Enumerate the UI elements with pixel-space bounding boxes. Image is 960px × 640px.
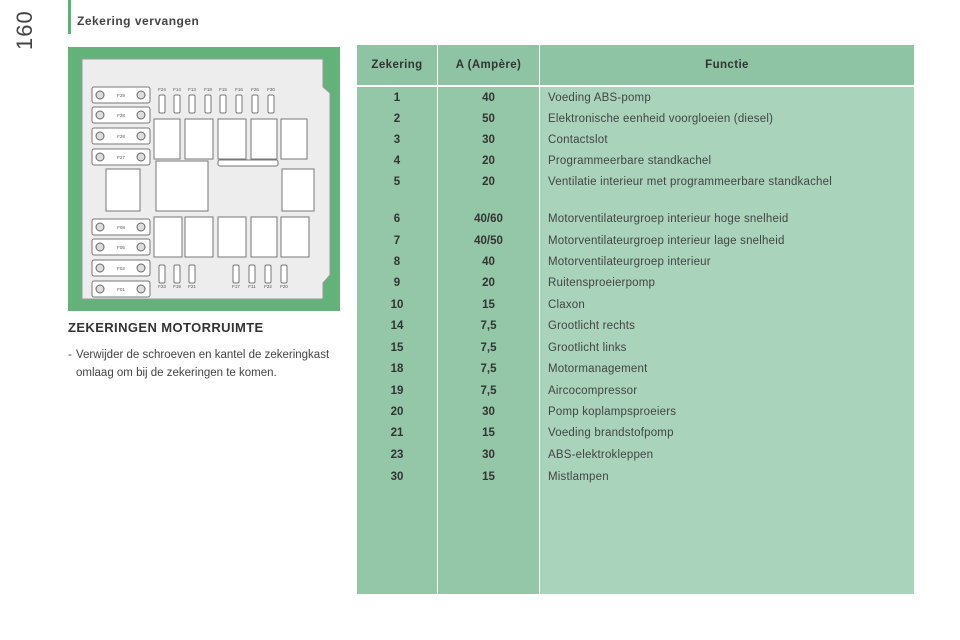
table-row bbox=[357, 109, 914, 129]
table-row bbox=[357, 467, 914, 487]
relay bbox=[185, 119, 213, 159]
fuse-label: F08 bbox=[117, 225, 125, 230]
screw-icon bbox=[96, 111, 104, 119]
fuse-label: F28 bbox=[117, 113, 125, 118]
fuse-number: 6 bbox=[393, 213, 401, 225]
fuse-number: 20 bbox=[390, 406, 404, 418]
fuse-amperage: 30 bbox=[482, 406, 495, 418]
fuse-label: F20 bbox=[280, 284, 288, 289]
screw-icon bbox=[96, 264, 104, 272]
fuse-amperage: 20 bbox=[482, 176, 495, 188]
fuse-label: F28 bbox=[117, 134, 125, 139]
fuse-amperage: 7,5 bbox=[480, 363, 497, 375]
header-amp: A (Ampère) bbox=[455, 59, 522, 71]
fuse-number: 21 bbox=[390, 427, 404, 439]
fuse-label: F16 bbox=[235, 87, 243, 92]
fuse-amperage: 50 bbox=[482, 113, 495, 125]
table-row bbox=[357, 445, 914, 465]
screw-icon bbox=[137, 91, 145, 99]
table-row bbox=[357, 359, 914, 379]
fuse-function: Elektronische eenheid voorgloeien (diesel) bbox=[548, 113, 774, 125]
table-row bbox=[357, 231, 914, 251]
list-dash: - bbox=[68, 349, 72, 361]
relay bbox=[156, 161, 208, 211]
screw-icon bbox=[96, 153, 104, 161]
relay bbox=[218, 217, 246, 257]
fuse-amperage: 15 bbox=[482, 299, 495, 311]
fuse-label: F26 bbox=[251, 87, 259, 92]
table-row bbox=[357, 273, 914, 293]
table-row bbox=[357, 402, 914, 422]
relay bbox=[154, 119, 180, 159]
fuse-number: 23 bbox=[390, 449, 404, 461]
instruction-text: Verwijder de schroeven en kantel de zekeringkast omlaag om bij de zekeringen te komen. bbox=[76, 349, 330, 379]
fuse-label: F22 bbox=[264, 284, 272, 289]
fuse-number: 18 bbox=[390, 363, 404, 375]
fuse-amperage: 40 bbox=[482, 256, 495, 268]
fuse-label: F29 bbox=[117, 93, 125, 98]
fuse-amperage: 40/50 bbox=[474, 235, 503, 247]
fuse-function: Voeding brandstofpomp bbox=[548, 427, 674, 439]
mini-fuse bbox=[189, 265, 195, 283]
mini-fuse bbox=[159, 265, 165, 283]
fuse-number: 14 bbox=[390, 320, 404, 332]
fuse-number: 10 bbox=[390, 299, 404, 311]
table-row bbox=[357, 316, 914, 336]
fuse-number: 5 bbox=[393, 176, 401, 188]
screw-icon bbox=[137, 111, 145, 119]
fuse-number: 30 bbox=[390, 471, 404, 483]
screw-icon bbox=[96, 91, 104, 99]
table-row bbox=[357, 209, 914, 229]
header-fuse: Zekering bbox=[371, 59, 423, 71]
relay bbox=[106, 169, 140, 211]
mini-fuse bbox=[220, 95, 226, 113]
screw-icon bbox=[96, 223, 104, 231]
fuse-label: F15 bbox=[219, 87, 227, 92]
fuse-function: Motorventilateurgroep interieur lage snelheid bbox=[548, 235, 785, 247]
relay bbox=[185, 217, 213, 257]
mini-fuse bbox=[281, 265, 287, 283]
fuse-function: ABS-elektrokleppen bbox=[548, 449, 654, 461]
fuse-amperage: 7,5 bbox=[480, 342, 497, 354]
mini-fuse bbox=[236, 95, 242, 113]
fuse-function: Contactslot bbox=[548, 134, 608, 146]
fuse-amperage: 20 bbox=[482, 277, 495, 289]
fuse-function: Grootlicht rechts bbox=[548, 320, 636, 332]
fuse-label: F17 bbox=[232, 284, 240, 289]
mini-fuse bbox=[205, 95, 211, 113]
fuse-number: 9 bbox=[393, 277, 401, 289]
relay bbox=[251, 217, 277, 257]
mini-fuse bbox=[249, 265, 255, 283]
fuse-amperage: 40/60 bbox=[474, 213, 503, 225]
screw-icon bbox=[96, 132, 104, 140]
screw-icon bbox=[137, 132, 145, 140]
screw-icon bbox=[137, 153, 145, 161]
table-row bbox=[357, 423, 914, 443]
mini-fuse bbox=[265, 265, 271, 283]
table-row bbox=[357, 381, 914, 401]
relay bbox=[281, 217, 309, 257]
fuse-function: Programmeerbare standkachel bbox=[548, 155, 712, 167]
fuse-function: Pomp koplampsproeiers bbox=[548, 406, 677, 418]
fuse-function: Mistlampen bbox=[548, 471, 609, 483]
table-row bbox=[357, 338, 914, 358]
fuse-amperage: 15 bbox=[482, 427, 495, 439]
screw-icon bbox=[96, 243, 104, 251]
fuse-number: 2 bbox=[393, 113, 401, 125]
section-heading: ZEKERINGEN MOTORRUIMTE bbox=[68, 320, 264, 335]
fuse-label: F21 bbox=[188, 284, 196, 289]
table-row bbox=[357, 295, 914, 315]
fuse-number: 3 bbox=[393, 134, 401, 146]
fuse-label: F30 bbox=[267, 87, 275, 92]
section-title: Zekering vervangen bbox=[77, 14, 200, 28]
fuse-function: Ventilatie interieur met programmeerbare standkachel bbox=[548, 176, 832, 188]
mini-fuse bbox=[189, 95, 195, 113]
table-row bbox=[357, 252, 914, 272]
table-row bbox=[357, 130, 914, 150]
fuse-label: F01 bbox=[117, 287, 125, 292]
fuse-amperage: 30 bbox=[482, 134, 495, 146]
fuse-amperage: 20 bbox=[482, 155, 495, 167]
fuse-box-illustration bbox=[68, 47, 340, 311]
fuse-table bbox=[357, 45, 914, 594]
fuse-bar bbox=[218, 160, 278, 166]
fuse-label: F18 bbox=[204, 87, 212, 92]
instruction-paragraph bbox=[68, 346, 336, 382]
fuse-number: 1 bbox=[393, 92, 401, 104]
fuse-number: 4 bbox=[393, 155, 401, 167]
fuse-label: F23 bbox=[158, 284, 166, 289]
fuse-label: F24 bbox=[158, 87, 166, 92]
fuse-function: Motorventilateurgroep interieur hoge snelheid bbox=[548, 213, 789, 225]
fuse-label: F02 bbox=[117, 266, 125, 271]
fuse-function: Motormanagement bbox=[548, 363, 648, 375]
fuse-number: 15 bbox=[390, 342, 404, 354]
relay bbox=[218, 119, 246, 159]
table-row bbox=[357, 151, 914, 171]
fuse-amperage: 7,5 bbox=[480, 385, 497, 397]
fuse-function: Voeding ABS-pomp bbox=[548, 92, 651, 104]
fuse-amperage: 15 bbox=[482, 471, 495, 483]
mini-fuse bbox=[252, 95, 258, 113]
fuse-label: F13 bbox=[188, 87, 196, 92]
fuse-function: Grootlicht links bbox=[548, 342, 627, 354]
fuse-function: Motorventilateurgroep interieur bbox=[548, 256, 711, 268]
fuse-box-diagram bbox=[68, 47, 340, 311]
header-function: Functie bbox=[705, 59, 749, 71]
fuse-number: 19 bbox=[390, 385, 404, 397]
relay bbox=[281, 119, 307, 159]
relay bbox=[154, 217, 182, 257]
table-row bbox=[357, 88, 914, 108]
screw-icon bbox=[137, 243, 145, 251]
mini-fuse bbox=[174, 265, 180, 283]
screw-icon bbox=[137, 285, 145, 293]
relay bbox=[282, 169, 314, 211]
fuse-label: F19 bbox=[173, 284, 181, 289]
mini-fuse bbox=[268, 95, 274, 113]
fuse-label: F05 bbox=[117, 245, 125, 250]
fuse-label: F14 bbox=[173, 87, 181, 92]
fuse-function: Claxon bbox=[548, 299, 585, 311]
fuse-amperage: 30 bbox=[482, 449, 495, 461]
mini-fuse bbox=[159, 95, 165, 113]
fuse-number: 8 bbox=[393, 256, 401, 268]
fuse-amperage: 7,5 bbox=[480, 320, 497, 332]
mini-fuse bbox=[233, 265, 239, 283]
fuse-amperage: 40 bbox=[482, 92, 495, 104]
screw-icon bbox=[96, 285, 104, 293]
header-accent-bar bbox=[68, 0, 71, 34]
screw-icon bbox=[137, 264, 145, 272]
screw-icon bbox=[137, 223, 145, 231]
table-row bbox=[357, 172, 914, 192]
fuse-number: 7 bbox=[393, 235, 401, 247]
fuse-function: Aircocompressor bbox=[548, 385, 638, 397]
mini-fuse bbox=[174, 95, 180, 113]
fuse-function: Ruitensproeierpomp bbox=[548, 277, 656, 289]
page-number: 160 bbox=[12, 10, 37, 50]
fuse-label: F27 bbox=[117, 155, 125, 160]
relay bbox=[251, 119, 277, 159]
fuse-label: F11 bbox=[248, 284, 256, 289]
